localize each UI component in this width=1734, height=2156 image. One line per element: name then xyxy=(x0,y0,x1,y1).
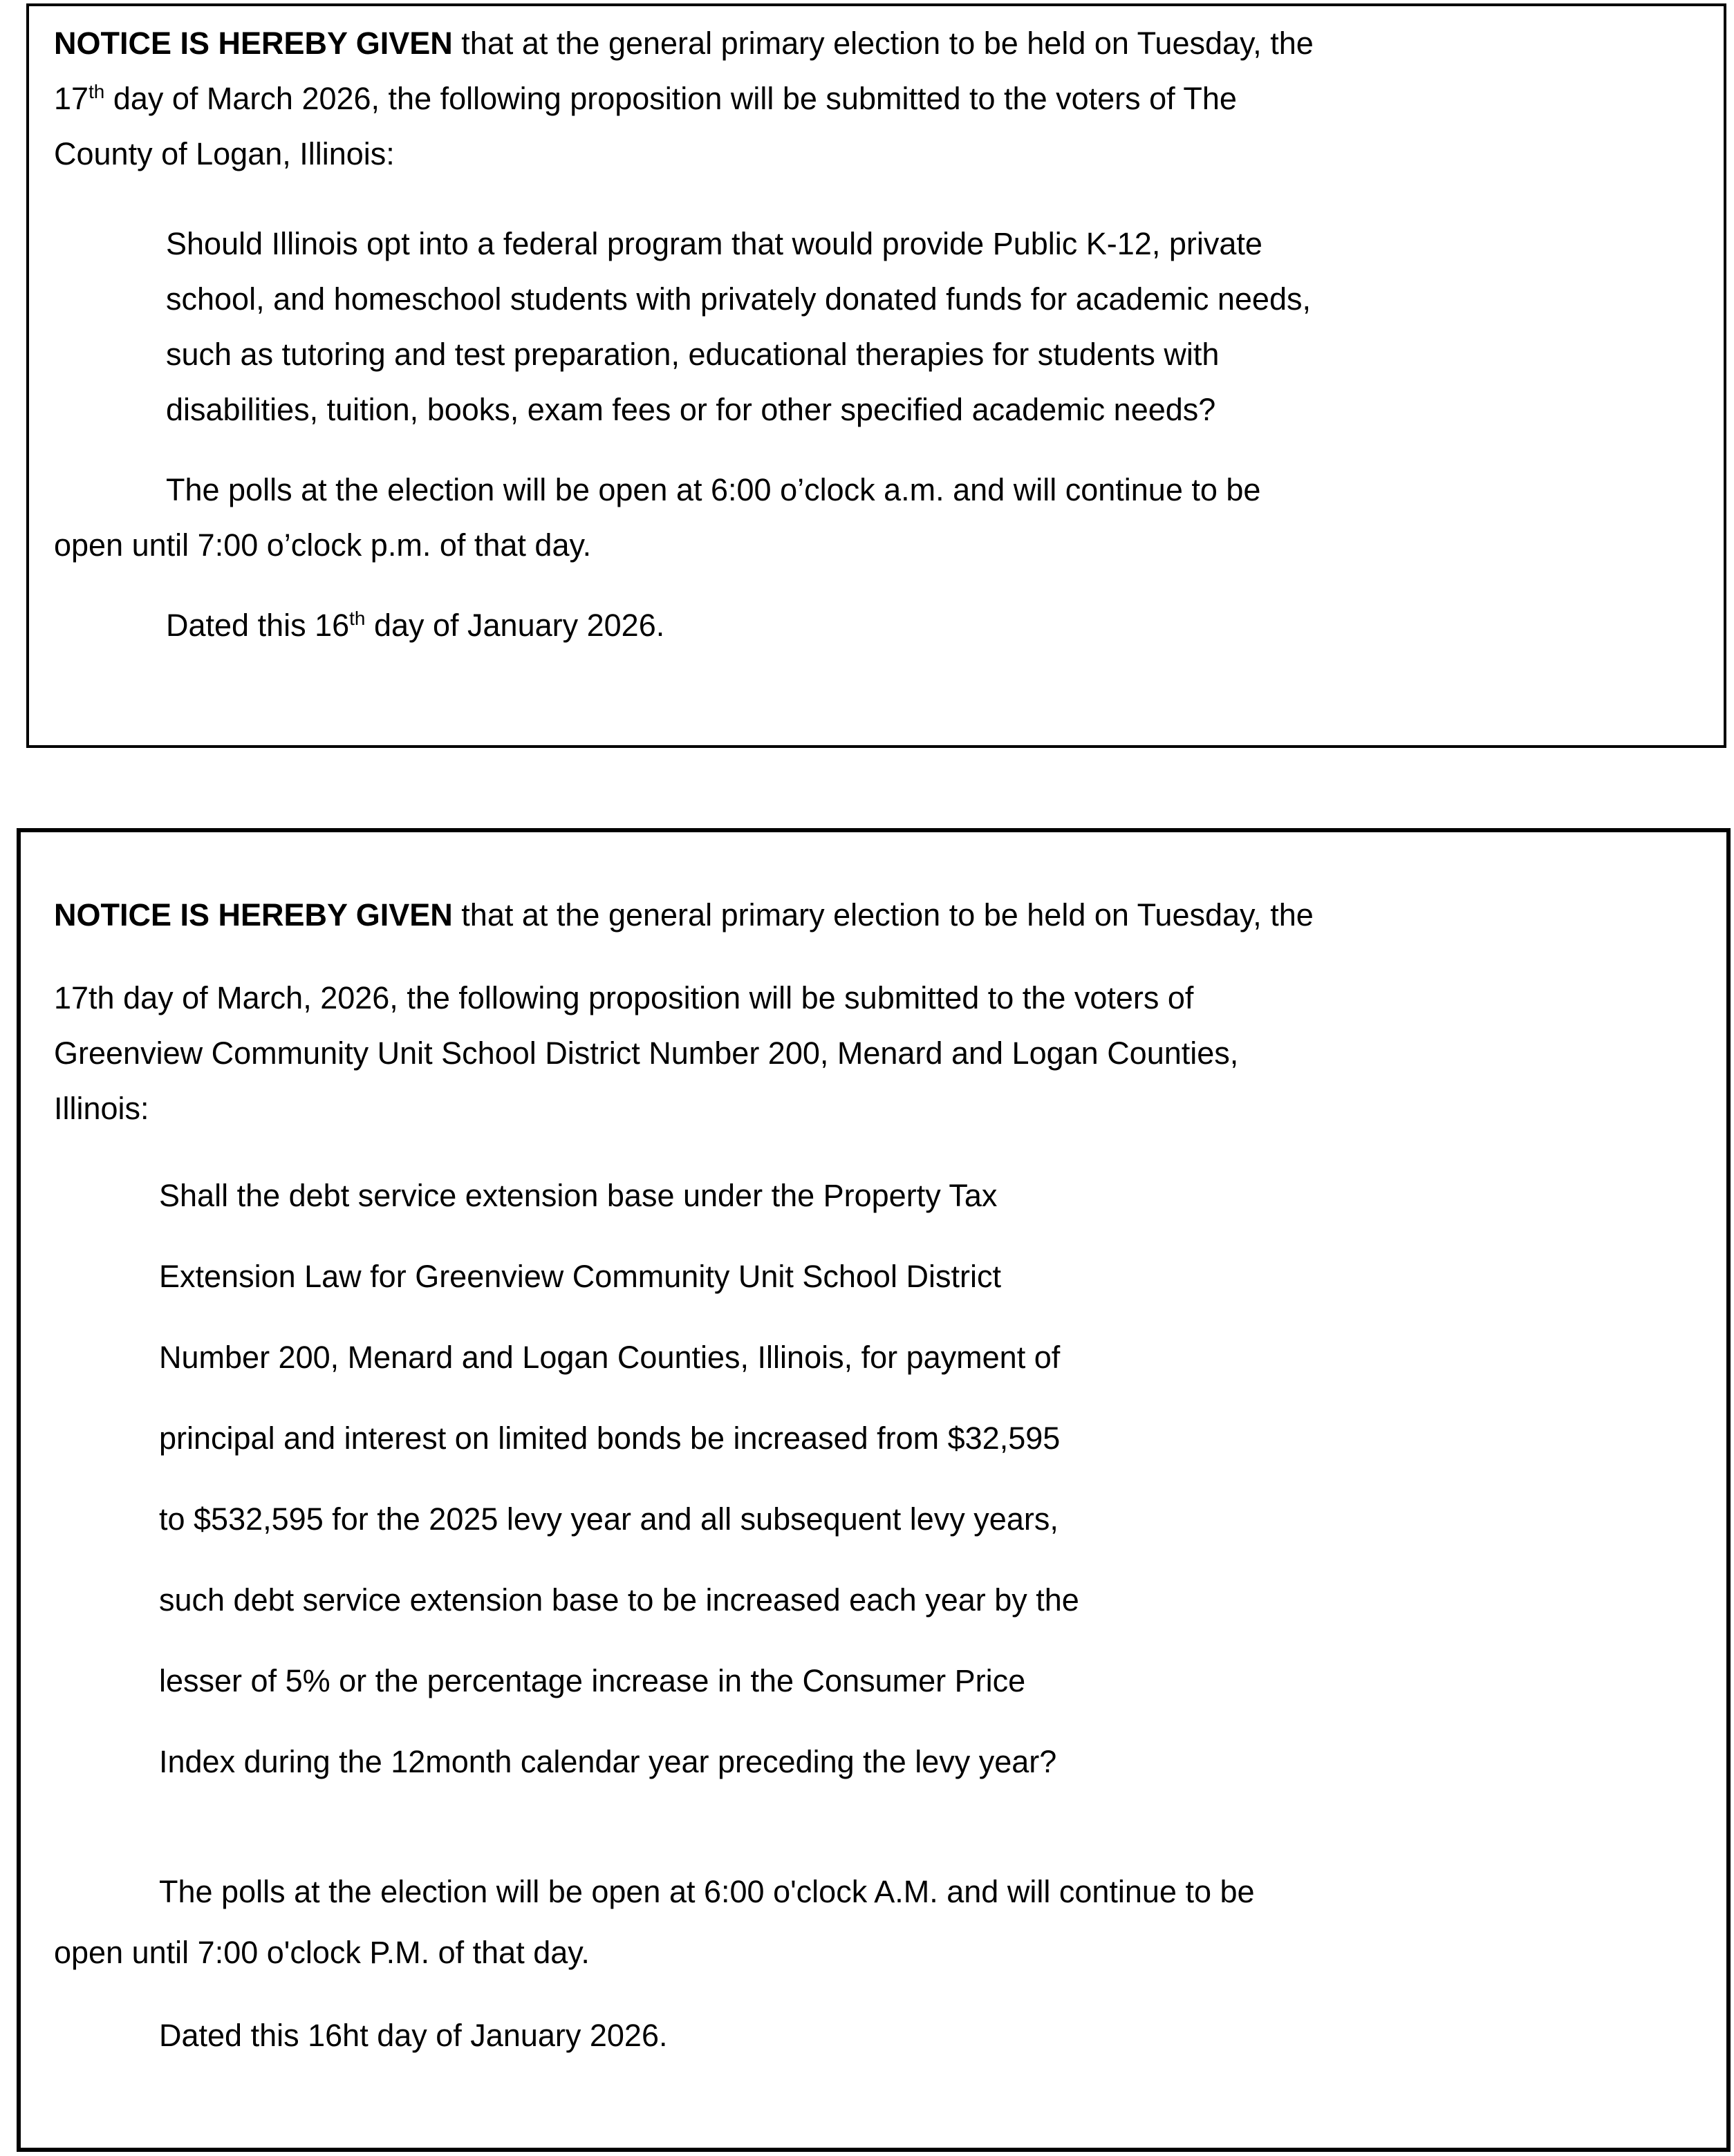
dated-pre: Dated this 16 xyxy=(166,608,350,643)
proposition-line: disabilities, tuition, books, exam fees or for other specified academic needs? xyxy=(166,392,1216,427)
notice-box-greenview-district xyxy=(17,828,1731,2152)
notice-box-county-of-logan xyxy=(26,3,1726,748)
dated-rest: day of January 2026. xyxy=(365,608,665,643)
polls-line-1: The polls at the election will be open at 6:00 o'clock A.M. and will continue to be xyxy=(159,1874,1255,1909)
proposition-line: to $532,595 for the 2025 levy year and all subsequent levy years, xyxy=(159,1501,1059,1537)
intro-line-2: 17th day of March, 2026, the following proposition will be submitted to the voters of xyxy=(54,980,1194,1015)
intro-line-1-rest: that at the general primary election to be held on Tuesday, the xyxy=(452,897,1314,932)
proposition-block xyxy=(54,1155,1688,1802)
proposition-line: Extension Law for Greenview Community Unit School District xyxy=(159,1259,1001,1294)
intro-line-3: Greenview Community Unit School District Number 200, Menard and Logan Counties, xyxy=(54,1035,1239,1071)
intro-line-1 xyxy=(54,888,1688,943)
notice-heading-bold: NOTICE IS HEREBY GIVEN xyxy=(54,26,453,61)
intro-line-2 xyxy=(54,71,1682,126)
proposition-line: Shall the debt service extension base under the Property Tax xyxy=(159,1178,998,1213)
proposition-line: such as tutoring and test preparation, educational therapies for students with xyxy=(166,337,1220,372)
day-number: 17 xyxy=(54,81,89,116)
polls-paragraph xyxy=(54,1862,1688,1983)
intro-line-2-rest: day of March 2026, the following proposition will be submitted to the voters of The xyxy=(104,81,1237,116)
polls-paragraph xyxy=(54,462,1682,573)
proposition-line: principal and interest on limited bonds be increased from $32,595 xyxy=(159,1421,1061,1456)
ordinal-superscript: th xyxy=(88,81,105,102)
notice-heading-bold: NOTICE IS HEREBY GIVEN xyxy=(54,897,453,932)
intro-paragraph xyxy=(54,16,1682,182)
intro-line-1 xyxy=(54,16,1682,71)
intro-paragraph xyxy=(54,888,1688,1136)
intro-line-1-rest: that at the general primary election to be held on Tuesday, the xyxy=(452,26,1314,61)
intro-line-3: County of Logan, Illinois: xyxy=(54,136,395,171)
dated-paragraph xyxy=(54,598,1682,653)
ordinal-superscript: th xyxy=(349,608,366,629)
intro-line-4: Illinois: xyxy=(54,1091,149,1126)
proposition-block xyxy=(54,216,1682,438)
polls-line-2: open until 7:00 o'clock P.M. of that day. xyxy=(54,1935,590,1970)
intro-continuation xyxy=(54,971,1688,1136)
polls-line-1: The polls at the election will be open at 6:00 o’clock a.m. and will continue to be xyxy=(166,472,1261,507)
proposition-line: Should Illinois opt into a federal program that would provide Public K-12, private xyxy=(166,226,1262,261)
proposition-line: Number 200, Menard and Logan Counties, Illinois, for payment of xyxy=(159,1340,1061,1375)
proposition-line: such debt service extension base to be increased each year by the xyxy=(159,1582,1079,1618)
polls-line-2: open until 7:00 o’clock p.m. of that day. xyxy=(54,527,592,563)
dated-paragraph: Dated this 16ht day of January 2026. xyxy=(159,2018,668,2053)
proposition-line: school, and homeschool students with privately donated funds for academic needs, xyxy=(166,281,1311,317)
proposition-line: Index during the 12month calendar year preceding the levy year? xyxy=(159,1744,1057,1779)
proposition-line: lesser of 5% or the percentage increase in the Consumer Price xyxy=(159,1663,1026,1698)
